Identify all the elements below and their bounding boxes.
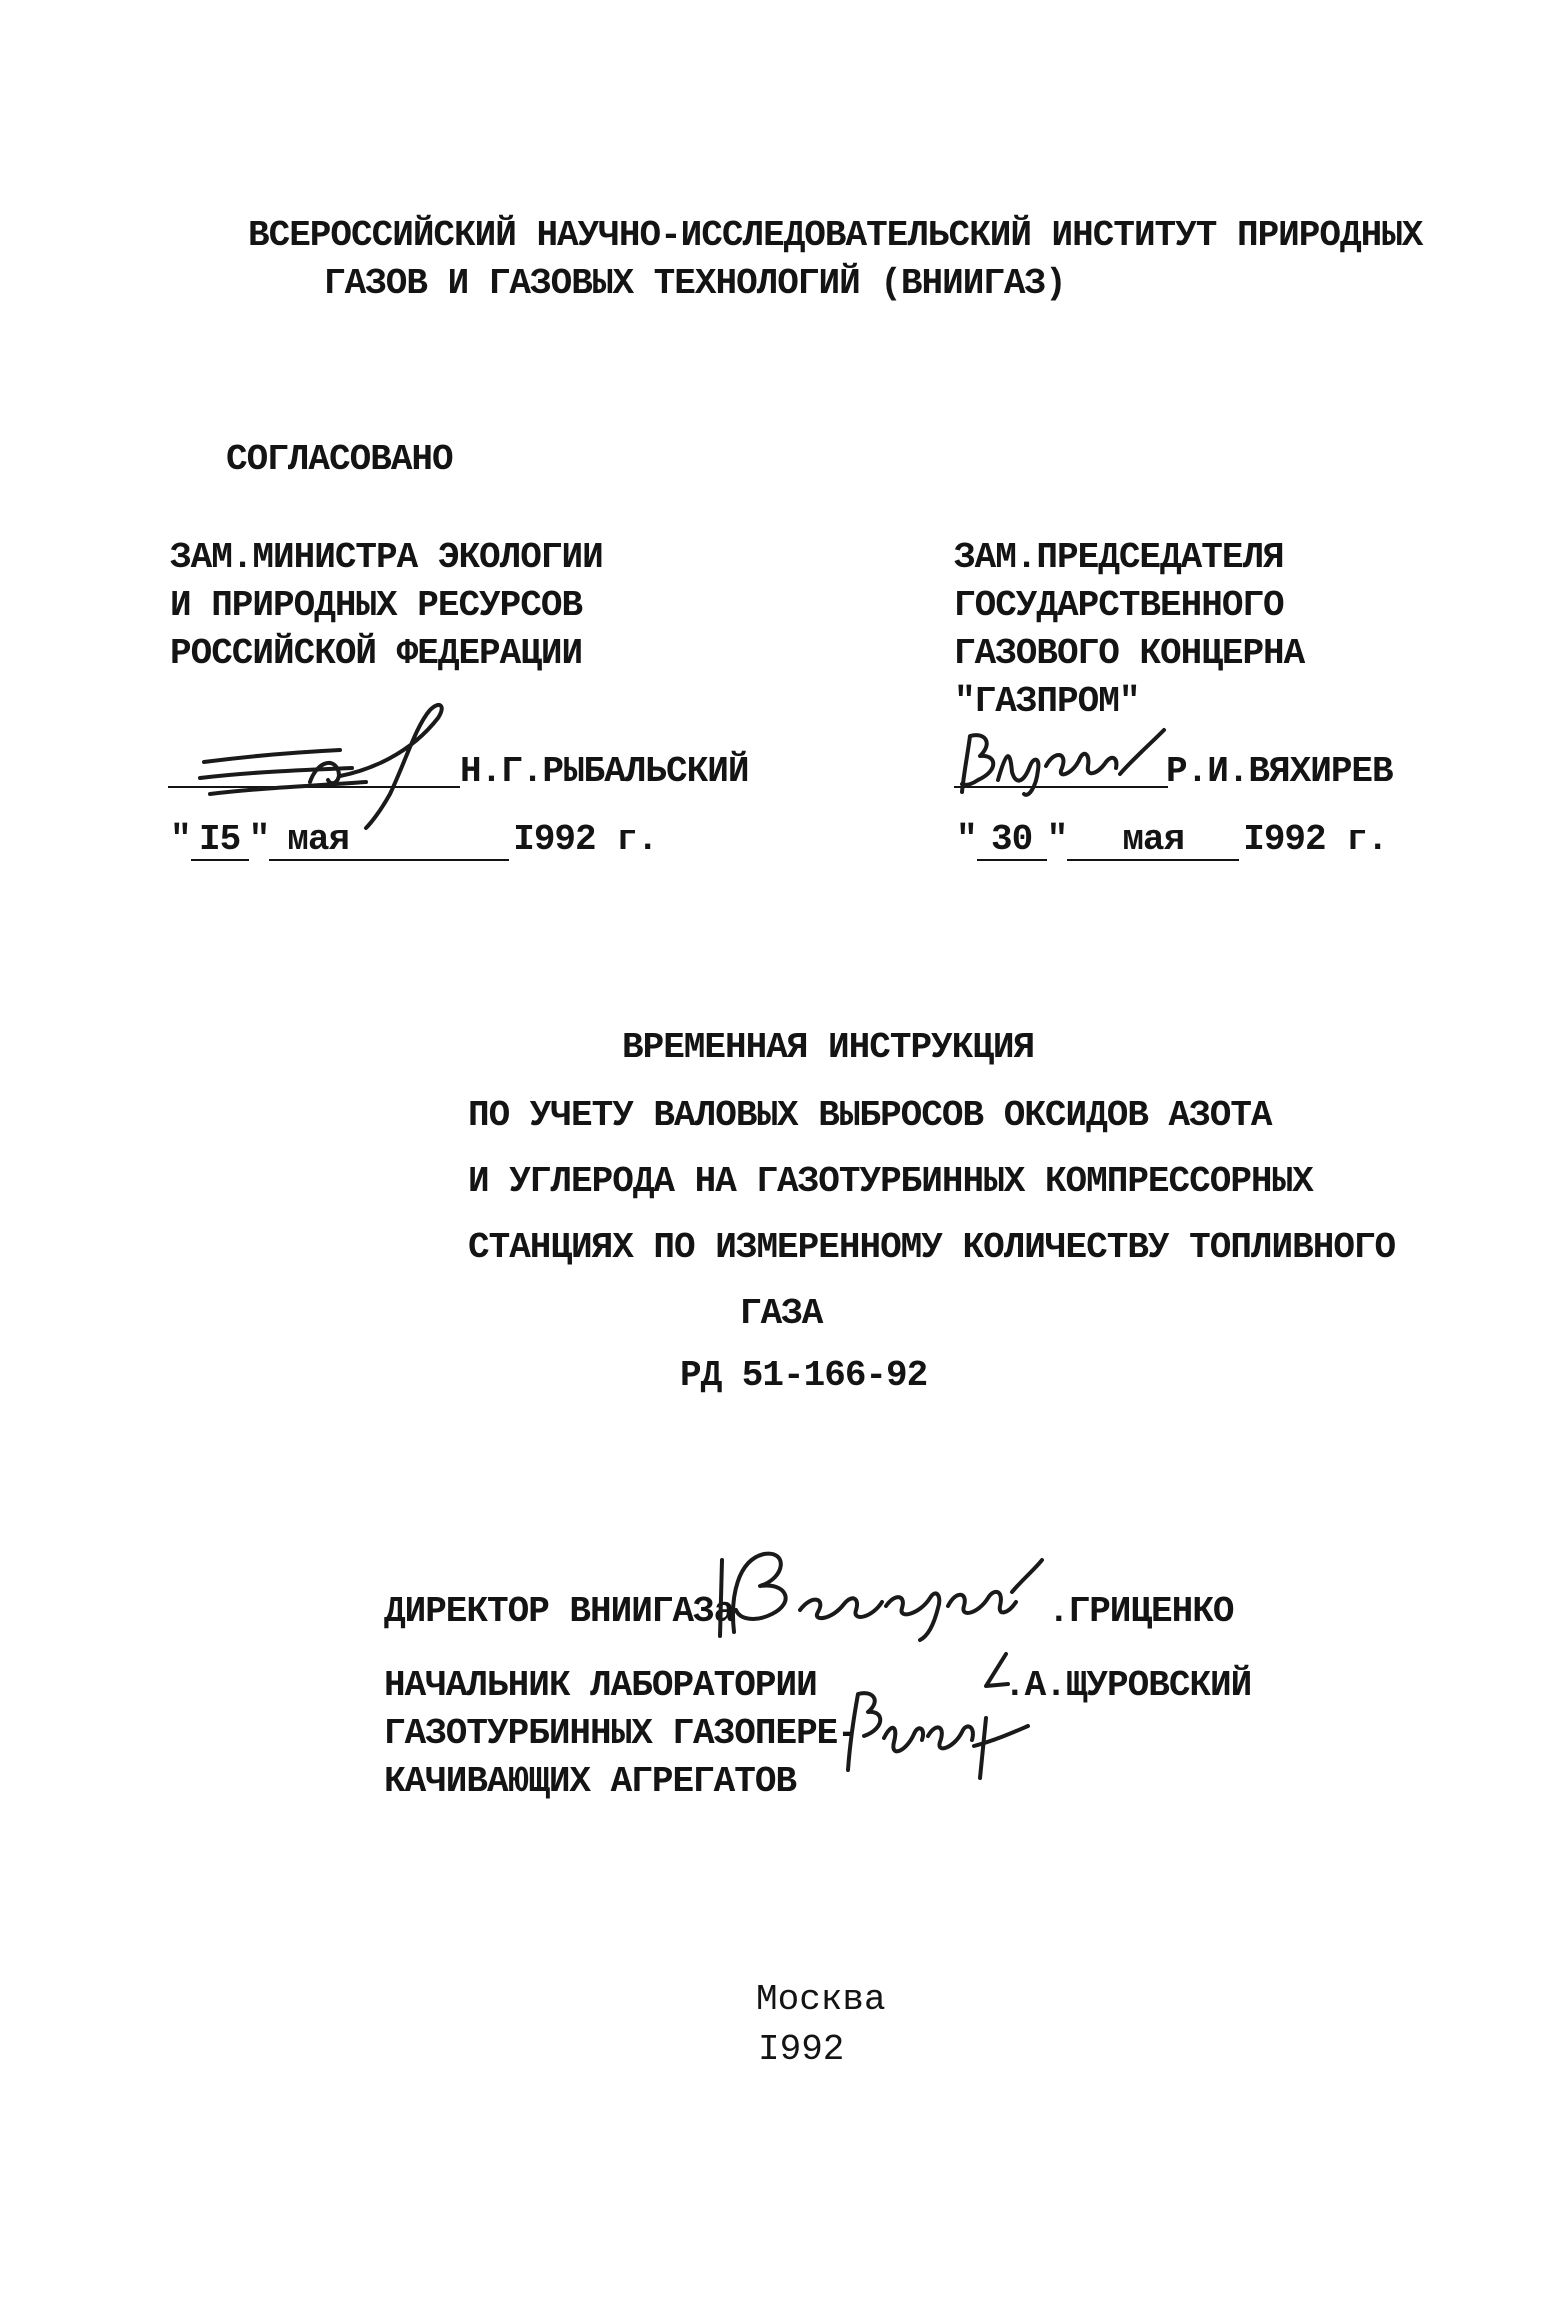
director-name: .ГРИЦЕНКО bbox=[1048, 1591, 1234, 1632]
right-date-open-quote: " bbox=[956, 819, 977, 860]
director-label: ДИРЕКТОР ВНИИГАЗа bbox=[384, 1591, 735, 1632]
publication-city: Москва bbox=[756, 1979, 886, 2020]
document-code: РД 51-166-92 bbox=[680, 1355, 928, 1396]
left-signature bbox=[190, 690, 460, 830]
approval-heading: СОГЛАСОВАНО bbox=[226, 439, 453, 480]
lab-title-line-2: ГАЗОТУРБИННЫХ ГАЗОПЕРЕ- bbox=[384, 1713, 858, 1754]
institute-name-line-2: ГАЗОВ И ГАЗОВЫХ ТЕХНОЛОГИЙ (ВНИИГАЗ) bbox=[324, 263, 1066, 304]
left-approver-title-1: ЗАМ.МИНИСТРА ЭКОЛОГИИ bbox=[170, 537, 603, 578]
director-signature bbox=[716, 1540, 1060, 1644]
right-approver-title-3: ГАЗОВОГО КОНЦЕРНА bbox=[954, 633, 1305, 674]
right-approver-name: Р.И.ВЯХИРЕВ bbox=[1166, 751, 1393, 792]
publication-year: I992 bbox=[758, 2029, 845, 2070]
left-date-close-quote: " bbox=[248, 819, 270, 860]
right-signature bbox=[950, 722, 1180, 802]
lab-title-line-3: КАЧИВАЮЩИХ АГРЕГАТОВ bbox=[384, 1761, 797, 1802]
document-title-line-2: ПО УЧЕТУ ВАЛОВЫХ ВЫБРОСОВ ОКСИДОВ АЗОТА bbox=[468, 1095, 1272, 1136]
right-approver-title-2: ГОСУДАРСТВЕННОГО bbox=[954, 585, 1284, 626]
left-date-year: I992 г. bbox=[513, 819, 658, 860]
left-approver-title-2: И ПРИРОДНЫХ РЕСУРСОВ bbox=[170, 585, 583, 626]
left-date-month: мая bbox=[269, 821, 509, 861]
document-title-line-5: ГАЗА bbox=[740, 1293, 823, 1334]
left-date-open-quote: " bbox=[170, 819, 191, 860]
left-date-day: I5 bbox=[191, 821, 249, 861]
document-title-line-1: ВРЕМЕННАЯ ИНСТРУКЦИЯ bbox=[622, 1027, 1035, 1068]
left-approval-date bbox=[170, 818, 657, 862]
institute-name-line-1: ВСЕРОССИЙСКИЙ НАУЧНО-ИССЛЕДОВАТЕЛЬСКИЙ ИНСТИТУТ ПРИРОДНЫХ bbox=[248, 215, 1423, 256]
document-title-line-3: И УГЛЕРОДА НА ГАЗОТУРБИННЫХ КОМПРЕССОРНЫХ bbox=[468, 1161, 1313, 1202]
right-date-close-quote: " bbox=[1046, 819, 1068, 860]
right-approval-date bbox=[956, 818, 1387, 862]
left-approver-title-3: РОССИЙСКОЙ ФЕДЕРАЦИИ bbox=[170, 633, 583, 674]
right-date-year: I992 г. bbox=[1243, 819, 1388, 860]
document-title-line-4: СТАНЦИЯХ ПО ИЗМЕРЕННОМУ КОЛИЧЕСТВУ ТОПЛИВНОГО bbox=[468, 1227, 1396, 1268]
right-approver-title-1: ЗАМ.ПРЕДСЕДАТЕЛЯ bbox=[954, 537, 1284, 578]
right-date-month: мая bbox=[1067, 821, 1239, 861]
left-approver-name: Н.Г.РЫБАЛЬСКИЙ bbox=[460, 751, 749, 792]
right-approver-title-4: "ГАЗПРОМ" bbox=[954, 681, 1140, 722]
right-date-day: 30 bbox=[977, 821, 1047, 861]
lab-head-name: .А.ЩУРОВСКИЙ bbox=[1004, 1665, 1252, 1706]
lab-title-line-1: НАЧАЛЬНИК ЛАБОРАТОРИИ bbox=[384, 1665, 817, 1706]
